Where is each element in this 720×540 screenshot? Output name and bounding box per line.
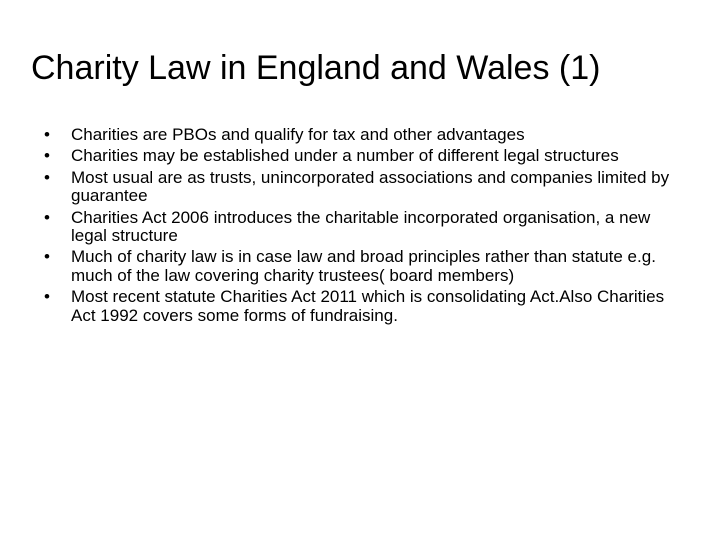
bullet-text: Most recent statute Charities Act 2011 which is consolidating Act.Also Charities Act 1992 covers some forms of fundraising. [71, 287, 665, 325]
bullet-item [42, 288, 672, 325]
bullet-item [42, 126, 672, 144]
bullet-list [42, 126, 672, 328]
bullet-dot-icon: • [44, 247, 50, 267]
bullet-item [42, 248, 672, 285]
bullet-dot-icon: • [44, 167, 50, 187]
bullet-item [42, 147, 672, 165]
bullet-item [42, 169, 672, 206]
bullet-text: Much of charity law is in case law and broad principles rather than statute e.g. much of the law covering charity trustees( board members) [71, 247, 656, 285]
bullet-dot-icon: • [44, 146, 50, 166]
bullet-text: Charities Act 2006 introduces the charitable incorporated organisation, a new legal structure [71, 207, 651, 246]
bullet-dot-icon: • [44, 287, 50, 307]
bullet-text: Charities are PBOs and qualify for tax and other advantages [71, 125, 525, 144]
bullet-dot-icon: • [44, 125, 50, 144]
bullet-text: Most usual are as trusts, unincorporated associations and companies limited by guarantee [71, 167, 670, 206]
bullet-item [42, 209, 672, 246]
bullet-dot-icon: • [44, 207, 50, 227]
bullet-text: Charities may be established under a number of different legal structures [71, 146, 619, 166]
slide-title: Charity Law in England and Wales (1) [31, 49, 601, 87]
